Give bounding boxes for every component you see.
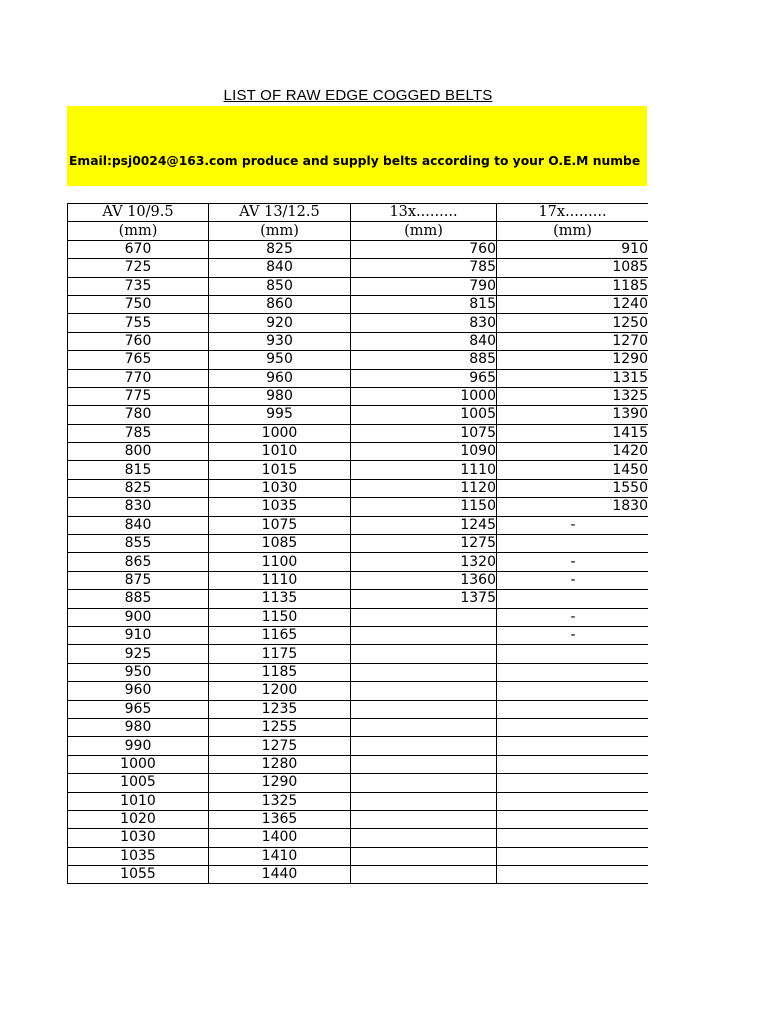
table-cell: 1550 — [497, 479, 649, 497]
table-row — [68, 866, 649, 884]
table-cell: 1320 — [351, 553, 497, 571]
table-cell — [497, 663, 649, 681]
table-cell: 950 — [68, 663, 209, 681]
table-cell: 725 — [68, 259, 209, 277]
table-cell: 960 — [68, 682, 209, 700]
table-cell: 1055 — [68, 866, 209, 884]
table-cell: 755 — [68, 314, 209, 332]
table-row — [68, 424, 649, 442]
table-cell: 1235 — [209, 700, 351, 718]
table-cell: 1135 — [209, 590, 351, 608]
table-cell — [351, 626, 497, 644]
contact-info-banner — [67, 106, 647, 186]
table-cell: 825 — [209, 240, 351, 258]
unit-cell: (mm) — [209, 222, 351, 240]
table-row — [68, 314, 649, 332]
table-cell: 830 — [68, 498, 209, 516]
table-cell — [351, 810, 497, 828]
table-cell: 1830 — [497, 498, 649, 516]
table-cell: 1005 — [351, 406, 497, 424]
table-cell: 1015 — [209, 461, 351, 479]
table-row — [68, 608, 649, 626]
table-cell: 1365 — [209, 810, 351, 828]
table-cell: 885 — [351, 351, 497, 369]
table-cell: - — [497, 626, 649, 644]
table-row — [68, 626, 649, 644]
table-cell: 735 — [68, 277, 209, 295]
table-cell: 1175 — [209, 645, 351, 663]
table-cell: 1250 — [497, 314, 649, 332]
table-cell: 1150 — [209, 608, 351, 626]
table-cell: 770 — [68, 369, 209, 387]
table-units-row — [68, 222, 649, 240]
table-cell: 965 — [351, 369, 497, 387]
table-cell: 800 — [68, 443, 209, 461]
table-row — [68, 792, 649, 810]
table-cell — [497, 590, 649, 608]
table-cell: 840 — [68, 516, 209, 534]
table-cell — [351, 645, 497, 663]
header-cell: AV 10/9.5 — [68, 204, 209, 222]
header-cell: 13x......... — [351, 204, 497, 222]
table-cell: 950 — [209, 351, 351, 369]
table-row — [68, 387, 649, 405]
table-row — [68, 829, 649, 847]
table-cell: 1315 — [497, 369, 649, 387]
belt-table-container — [67, 203, 648, 884]
table-cell: 910 — [68, 626, 209, 644]
table-cell: 785 — [351, 259, 497, 277]
page-title: LIST OF RAW EDGE COGGED BELTS — [223, 87, 493, 104]
contact-line: Email:psj0024@163.com produce and supply belts according to your O.E.M numbe — [69, 154, 641, 169]
table-cell: 910 — [497, 240, 649, 258]
table-cell — [497, 866, 649, 884]
table-cell: 965 — [68, 700, 209, 718]
table-cell: 1110 — [351, 461, 497, 479]
table-cell — [497, 700, 649, 718]
table-cell — [497, 755, 649, 773]
table-row — [68, 700, 649, 718]
table-cell: 1450 — [497, 461, 649, 479]
table-cell — [351, 866, 497, 884]
table-cell — [351, 718, 497, 736]
table-row — [68, 590, 649, 608]
table-cell: 1275 — [351, 535, 497, 553]
table-cell: 1280 — [209, 755, 351, 773]
table-row — [68, 461, 649, 479]
belt-size-table — [67, 203, 648, 884]
table-cell: 850 — [209, 277, 351, 295]
unit-cell: (mm) — [351, 222, 497, 240]
table-cell: 1275 — [209, 737, 351, 755]
table-cell: 1100 — [209, 553, 351, 571]
table-cell: 760 — [68, 332, 209, 350]
table-cell: 865 — [68, 553, 209, 571]
header-cell: 17x......... — [497, 204, 649, 222]
table-cell: 1075 — [209, 516, 351, 534]
table-cell — [351, 774, 497, 792]
table-cell: 875 — [68, 571, 209, 589]
table-row — [68, 535, 649, 553]
table-cell: 1400 — [209, 829, 351, 847]
table-row — [68, 571, 649, 589]
table-cell: 1010 — [209, 443, 351, 461]
table-cell: 1165 — [209, 626, 351, 644]
table-row — [68, 810, 649, 828]
table-cell: - — [497, 571, 649, 589]
table-cell: 785 — [68, 424, 209, 442]
table-cell: 1030 — [68, 829, 209, 847]
table-row — [68, 277, 649, 295]
table-cell — [351, 755, 497, 773]
table-row — [68, 516, 649, 534]
table-row — [68, 406, 649, 424]
table-cell — [351, 847, 497, 865]
table-cell: 1245 — [351, 516, 497, 534]
table-cell — [351, 608, 497, 626]
table-cell: 840 — [209, 259, 351, 277]
table-cell — [351, 700, 497, 718]
table-cell — [497, 645, 649, 663]
table-row — [68, 718, 649, 736]
table-row — [68, 240, 649, 258]
table-cell — [497, 792, 649, 810]
table-cell — [497, 682, 649, 700]
table-cell — [497, 810, 649, 828]
table-cell: 1185 — [497, 277, 649, 295]
table-cell: - — [497, 553, 649, 571]
table-cell: 840 — [351, 332, 497, 350]
table-cell: 980 — [209, 387, 351, 405]
table-cell: 1440 — [209, 866, 351, 884]
table-cell: 1325 — [497, 387, 649, 405]
table-cell: 980 — [68, 718, 209, 736]
header-cell: AV 13/12.5 — [209, 204, 351, 222]
table-cell: 1085 — [209, 535, 351, 553]
table-row — [68, 645, 649, 663]
table-cell: 1390 — [497, 406, 649, 424]
table-cell: 885 — [68, 590, 209, 608]
table-cell: 1375 — [351, 590, 497, 608]
table-cell — [497, 847, 649, 865]
table-cell: 990 — [68, 737, 209, 755]
table-row — [68, 295, 649, 313]
table-cell: 750 — [68, 295, 209, 313]
table-cell: - — [497, 608, 649, 626]
table-cell: 930 — [209, 332, 351, 350]
table-cell: 1150 — [351, 498, 497, 516]
table-cell: 1415 — [497, 424, 649, 442]
table-cell: 1270 — [497, 332, 649, 350]
table-cell: 1255 — [209, 718, 351, 736]
table-cell — [497, 718, 649, 736]
table-cell — [497, 774, 649, 792]
table-cell: 960 — [209, 369, 351, 387]
table-cell: 1110 — [209, 571, 351, 589]
table-cell: 1005 — [68, 774, 209, 792]
table-cell: 1090 — [351, 443, 497, 461]
table-row — [68, 498, 649, 516]
table-cell: 995 — [209, 406, 351, 424]
table-cell: 1000 — [209, 424, 351, 442]
table-row — [68, 259, 649, 277]
table-cell: 815 — [68, 461, 209, 479]
table-cell: 1030 — [209, 479, 351, 497]
table-cell: 1200 — [209, 682, 351, 700]
table-cell: 790 — [351, 277, 497, 295]
table-cell: 825 — [68, 479, 209, 497]
table-cell: 670 — [68, 240, 209, 258]
table-cell: 780 — [68, 406, 209, 424]
table-cell: 775 — [68, 387, 209, 405]
table-cell: 1085 — [497, 259, 649, 277]
table-cell: 1010 — [68, 792, 209, 810]
table-cell: 1120 — [351, 479, 497, 497]
table-row — [68, 553, 649, 571]
table-cell — [351, 682, 497, 700]
table-cell: 1000 — [351, 387, 497, 405]
table-row — [68, 682, 649, 700]
table-cell: 1035 — [68, 847, 209, 865]
table-row — [68, 332, 649, 350]
table-cell: 1000 — [68, 755, 209, 773]
table-cell: 855 — [68, 535, 209, 553]
table-row — [68, 737, 649, 755]
table-cell — [351, 829, 497, 847]
table-row — [68, 351, 649, 369]
table-row — [68, 755, 649, 773]
table-cell: 830 — [351, 314, 497, 332]
unit-cell: (mm) — [68, 222, 209, 240]
table-row — [68, 774, 649, 792]
table-cell: 1360 — [351, 571, 497, 589]
table-cell — [497, 737, 649, 755]
table-cell: 1035 — [209, 498, 351, 516]
table-row — [68, 479, 649, 497]
table-cell: 815 — [351, 295, 497, 313]
table-header-row — [68, 204, 649, 222]
table-cell — [351, 737, 497, 755]
table-row — [68, 847, 649, 865]
unit-cell: (mm) — [497, 222, 649, 240]
table-cell: 1290 — [497, 351, 649, 369]
table-cell: 920 — [209, 314, 351, 332]
table-row — [68, 663, 649, 681]
table-cell: 1185 — [209, 663, 351, 681]
table-cell: 925 — [68, 645, 209, 663]
table-cell: 765 — [68, 351, 209, 369]
table-row — [68, 443, 649, 461]
table-cell: 760 — [351, 240, 497, 258]
table-cell: 1420 — [497, 443, 649, 461]
table-cell: 860 — [209, 295, 351, 313]
table-cell: 1290 — [209, 774, 351, 792]
table-cell: 1325 — [209, 792, 351, 810]
table-cell: 1020 — [68, 810, 209, 828]
table-cell — [497, 535, 649, 553]
table-cell — [351, 663, 497, 681]
table-cell: 1410 — [209, 847, 351, 865]
table-cell: 1240 — [497, 295, 649, 313]
table-cell — [351, 792, 497, 810]
table-cell: 1075 — [351, 424, 497, 442]
table-cell — [497, 829, 649, 847]
table-row — [68, 369, 649, 387]
table-cell: - — [497, 516, 649, 534]
table-cell: 900 — [68, 608, 209, 626]
